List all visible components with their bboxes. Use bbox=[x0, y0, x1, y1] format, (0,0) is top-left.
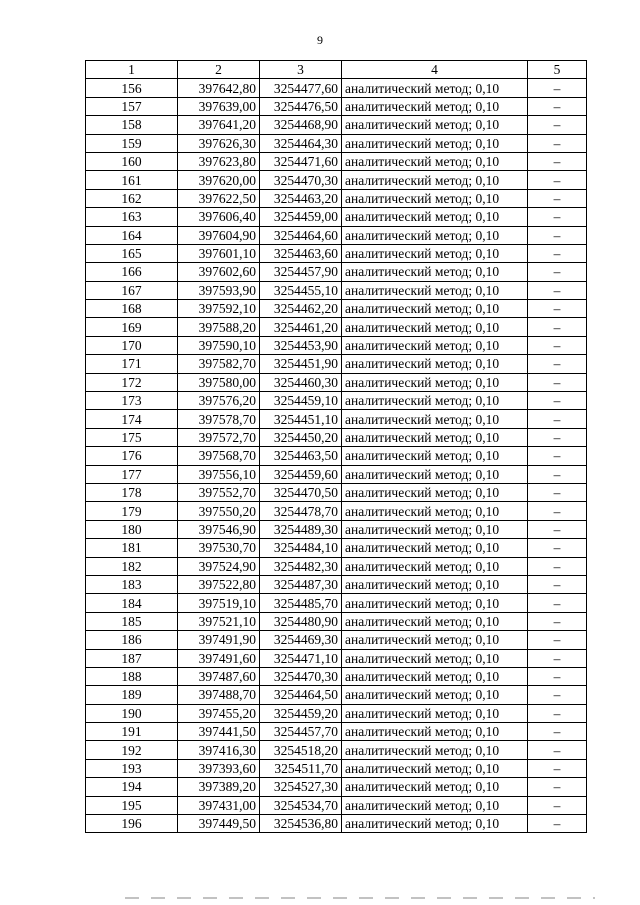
table-row bbox=[86, 796, 587, 814]
method-accuracy-cell: аналитический метод; 0,10 bbox=[342, 465, 528, 483]
y-coordinate-cell: 3254477,60 bbox=[260, 79, 342, 97]
x-coordinate-cell: 397521,10 bbox=[178, 612, 260, 630]
x-coordinate-cell: 397576,20 bbox=[178, 392, 260, 410]
y-coordinate-cell: 3254463,20 bbox=[260, 189, 342, 207]
method-accuracy-cell: аналитический метод; 0,10 bbox=[342, 778, 528, 796]
note-cell: – bbox=[528, 741, 587, 759]
point-number-cell: 195 bbox=[86, 796, 178, 814]
table-row bbox=[86, 392, 587, 410]
point-number-cell: 158 bbox=[86, 116, 178, 134]
point-number-cell: 172 bbox=[86, 373, 178, 391]
x-coordinate-cell: 397642,80 bbox=[178, 79, 260, 97]
table-row bbox=[86, 575, 587, 593]
method-accuracy-cell: аналитический метод; 0,10 bbox=[342, 208, 528, 226]
table-row bbox=[86, 171, 587, 189]
x-coordinate-cell: 397580,00 bbox=[178, 373, 260, 391]
point-number-cell: 156 bbox=[86, 79, 178, 97]
point-number-cell: 176 bbox=[86, 447, 178, 465]
note-cell: – bbox=[528, 152, 587, 170]
y-coordinate-cell: 3254451,90 bbox=[260, 355, 342, 373]
point-number-cell: 188 bbox=[86, 667, 178, 685]
y-coordinate-cell: 3254457,70 bbox=[260, 723, 342, 741]
note-cell: – bbox=[528, 557, 587, 575]
note-cell: – bbox=[528, 79, 587, 97]
x-coordinate-cell: 397641,20 bbox=[178, 116, 260, 134]
x-coordinate-cell: 397568,70 bbox=[178, 447, 260, 465]
point-number-cell: 184 bbox=[86, 594, 178, 612]
point-number-cell: 194 bbox=[86, 778, 178, 796]
table-row bbox=[86, 447, 587, 465]
table-row bbox=[86, 483, 587, 501]
y-coordinate-cell: 3254487,30 bbox=[260, 575, 342, 593]
y-coordinate-cell: 3254476,50 bbox=[260, 97, 342, 115]
method-accuracy-cell: аналитический метод; 0,10 bbox=[342, 612, 528, 630]
method-accuracy-cell: аналитический метод; 0,10 bbox=[342, 410, 528, 428]
method-accuracy-cell: аналитический метод; 0,10 bbox=[342, 594, 528, 612]
method-accuracy-cell: аналитический метод; 0,10 bbox=[342, 152, 528, 170]
note-cell: – bbox=[528, 667, 587, 685]
x-coordinate-cell: 397552,70 bbox=[178, 483, 260, 501]
point-number-cell: 165 bbox=[86, 244, 178, 262]
table-row bbox=[86, 649, 587, 667]
table-row bbox=[86, 741, 587, 759]
note-cell: – bbox=[528, 263, 587, 281]
method-accuracy-cell: аналитический метод; 0,10 bbox=[342, 428, 528, 446]
note-cell: – bbox=[528, 336, 587, 354]
method-accuracy-cell: аналитический метод; 0,10 bbox=[342, 300, 528, 318]
y-coordinate-cell: 3254478,70 bbox=[260, 502, 342, 520]
method-accuracy-cell: аналитический метод; 0,10 bbox=[342, 189, 528, 207]
x-coordinate-cell: 397556,10 bbox=[178, 465, 260, 483]
method-accuracy-cell: аналитический метод; 0,10 bbox=[342, 796, 528, 814]
page-number: 9 bbox=[317, 33, 323, 47]
table-row bbox=[86, 778, 587, 796]
note-cell: – bbox=[528, 189, 587, 207]
point-number-cell: 193 bbox=[86, 759, 178, 777]
table-row bbox=[86, 594, 587, 612]
x-coordinate-cell: 397623,80 bbox=[178, 152, 260, 170]
x-coordinate-cell: 397441,50 bbox=[178, 723, 260, 741]
method-accuracy-cell: аналитический метод; 0,10 bbox=[342, 649, 528, 667]
method-accuracy-cell: аналитический метод; 0,10 bbox=[342, 447, 528, 465]
method-accuracy-cell: аналитический метод; 0,10 bbox=[342, 686, 528, 704]
note-cell: – bbox=[528, 815, 587, 833]
note-cell: – bbox=[528, 502, 587, 520]
table-row bbox=[86, 557, 587, 575]
point-number-cell: 181 bbox=[86, 539, 178, 557]
method-accuracy-cell: аналитический метод; 0,10 bbox=[342, 355, 528, 373]
note-cell: – bbox=[528, 447, 587, 465]
method-accuracy-cell: аналитический метод; 0,10 bbox=[342, 741, 528, 759]
y-coordinate-cell: 3254518,20 bbox=[260, 741, 342, 759]
note-cell: – bbox=[528, 704, 587, 722]
table-row bbox=[86, 667, 587, 685]
x-coordinate-cell: 397455,20 bbox=[178, 704, 260, 722]
method-accuracy-cell: аналитический метод; 0,10 bbox=[342, 667, 528, 685]
y-coordinate-cell: 3254527,30 bbox=[260, 778, 342, 796]
table-body bbox=[86, 79, 587, 833]
x-coordinate-cell: 397588,20 bbox=[178, 318, 260, 336]
note-cell: – bbox=[528, 778, 587, 796]
x-coordinate-cell: 397431,00 bbox=[178, 796, 260, 814]
table-row bbox=[86, 244, 587, 262]
table-row bbox=[86, 97, 587, 115]
note-cell: – bbox=[528, 244, 587, 262]
table-row bbox=[86, 152, 587, 170]
y-coordinate-cell: 3254460,30 bbox=[260, 373, 342, 391]
y-coordinate-cell: 3254482,30 bbox=[260, 557, 342, 575]
x-coordinate-cell: 397393,60 bbox=[178, 759, 260, 777]
note-cell: – bbox=[528, 465, 587, 483]
x-coordinate-cell: 397601,10 bbox=[178, 244, 260, 262]
method-accuracy-cell: аналитический метод; 0,10 bbox=[342, 116, 528, 134]
table-row bbox=[86, 336, 587, 354]
x-coordinate-cell: 397620,00 bbox=[178, 171, 260, 189]
point-number-cell: 160 bbox=[86, 152, 178, 170]
method-accuracy-cell: аналитический метод; 0,10 bbox=[342, 373, 528, 391]
column-header: 5 bbox=[528, 61, 587, 79]
note-cell: – bbox=[528, 520, 587, 538]
note-cell: – bbox=[528, 539, 587, 557]
method-accuracy-cell: аналитический метод; 0,10 bbox=[342, 79, 528, 97]
table-header-row bbox=[86, 61, 587, 79]
x-coordinate-cell: 397578,70 bbox=[178, 410, 260, 428]
method-accuracy-cell: аналитический метод; 0,10 bbox=[342, 318, 528, 336]
x-coordinate-cell: 397592,10 bbox=[178, 300, 260, 318]
y-coordinate-cell: 3254459,10 bbox=[260, 392, 342, 410]
y-coordinate-cell: 3254459,60 bbox=[260, 465, 342, 483]
note-cell: – bbox=[528, 208, 587, 226]
point-number-cell: 189 bbox=[86, 686, 178, 704]
table-row bbox=[86, 79, 587, 97]
table-row bbox=[86, 208, 587, 226]
method-accuracy-cell: аналитический метод; 0,10 bbox=[342, 631, 528, 649]
table-row bbox=[86, 428, 587, 446]
y-coordinate-cell: 3254536,80 bbox=[260, 815, 342, 833]
note-cell: – bbox=[528, 686, 587, 704]
y-coordinate-cell: 3254459,00 bbox=[260, 208, 342, 226]
y-coordinate-cell: 3254457,90 bbox=[260, 263, 342, 281]
method-accuracy-cell: аналитический метод; 0,10 bbox=[342, 171, 528, 189]
table-row bbox=[86, 300, 587, 318]
y-coordinate-cell: 3254470,50 bbox=[260, 483, 342, 501]
point-number-cell: 170 bbox=[86, 336, 178, 354]
x-coordinate-cell: 397449,50 bbox=[178, 815, 260, 833]
point-number-cell: 169 bbox=[86, 318, 178, 336]
column-header: 3 bbox=[260, 61, 342, 79]
x-coordinate-cell: 397602,60 bbox=[178, 263, 260, 281]
method-accuracy-cell: аналитический метод; 0,10 bbox=[342, 815, 528, 833]
coordinates-table bbox=[85, 60, 587, 833]
y-coordinate-cell: 3254450,20 bbox=[260, 428, 342, 446]
y-coordinate-cell: 3254511,70 bbox=[260, 759, 342, 777]
table-row bbox=[86, 226, 587, 244]
point-number-cell: 192 bbox=[86, 741, 178, 759]
point-number-cell: 186 bbox=[86, 631, 178, 649]
note-cell: – bbox=[528, 612, 587, 630]
column-header: 4 bbox=[342, 61, 528, 79]
point-number-cell: 166 bbox=[86, 263, 178, 281]
method-accuracy-cell: аналитический метод; 0,10 bbox=[342, 723, 528, 741]
point-number-cell: 162 bbox=[86, 189, 178, 207]
note-cell: – bbox=[528, 318, 587, 336]
x-coordinate-cell: 397604,90 bbox=[178, 226, 260, 244]
x-coordinate-cell: 397524,90 bbox=[178, 557, 260, 575]
note-cell: – bbox=[528, 410, 587, 428]
note-cell: – bbox=[528, 575, 587, 593]
note-cell: – bbox=[528, 594, 587, 612]
x-coordinate-cell: 397491,60 bbox=[178, 649, 260, 667]
method-accuracy-cell: аналитический метод; 0,10 bbox=[342, 226, 528, 244]
point-number-cell: 187 bbox=[86, 649, 178, 667]
y-coordinate-cell: 3254453,90 bbox=[260, 336, 342, 354]
x-coordinate-cell: 397593,90 bbox=[178, 281, 260, 299]
point-number-cell: 171 bbox=[86, 355, 178, 373]
note-cell: – bbox=[528, 97, 587, 115]
point-number-cell: 173 bbox=[86, 392, 178, 410]
note-cell: – bbox=[528, 300, 587, 318]
method-accuracy-cell: аналитический метод; 0,10 bbox=[342, 392, 528, 410]
x-coordinate-cell: 397519,10 bbox=[178, 594, 260, 612]
table-row bbox=[86, 355, 587, 373]
y-coordinate-cell: 3254464,50 bbox=[260, 686, 342, 704]
y-coordinate-cell: 3254471,60 bbox=[260, 152, 342, 170]
point-number-cell: 177 bbox=[86, 465, 178, 483]
table-row bbox=[86, 612, 587, 630]
x-coordinate-cell: 397491,90 bbox=[178, 631, 260, 649]
x-coordinate-cell: 397522,80 bbox=[178, 575, 260, 593]
point-number-cell: 175 bbox=[86, 428, 178, 446]
note-cell: – bbox=[528, 281, 587, 299]
y-coordinate-cell: 3254484,10 bbox=[260, 539, 342, 557]
note-cell: – bbox=[528, 723, 587, 741]
point-number-cell: 163 bbox=[86, 208, 178, 226]
y-coordinate-cell: 3254463,60 bbox=[260, 244, 342, 262]
table-row bbox=[86, 134, 587, 152]
point-number-cell: 185 bbox=[86, 612, 178, 630]
note-cell: – bbox=[528, 759, 587, 777]
method-accuracy-cell: аналитический метод; 0,10 bbox=[342, 483, 528, 501]
table-row bbox=[86, 631, 587, 649]
y-coordinate-cell: 3254468,90 bbox=[260, 116, 342, 134]
table-row bbox=[86, 815, 587, 833]
note-cell: – bbox=[528, 134, 587, 152]
method-accuracy-cell: аналитический метод; 0,10 bbox=[342, 134, 528, 152]
table-row bbox=[86, 189, 587, 207]
table-row bbox=[86, 263, 587, 281]
x-coordinate-cell: 397550,20 bbox=[178, 502, 260, 520]
method-accuracy-cell: аналитический метод; 0,10 bbox=[342, 263, 528, 281]
x-coordinate-cell: 397488,70 bbox=[178, 686, 260, 704]
x-coordinate-cell: 397590,10 bbox=[178, 336, 260, 354]
y-coordinate-cell: 3254480,90 bbox=[260, 612, 342, 630]
point-number-cell: 157 bbox=[86, 97, 178, 115]
point-number-cell: 190 bbox=[86, 704, 178, 722]
point-number-cell: 161 bbox=[86, 171, 178, 189]
x-coordinate-cell: 397639,00 bbox=[178, 97, 260, 115]
table-row bbox=[86, 465, 587, 483]
table-row bbox=[86, 539, 587, 557]
y-coordinate-cell: 3254451,10 bbox=[260, 410, 342, 428]
note-cell: – bbox=[528, 649, 587, 667]
y-coordinate-cell: 3254485,70 bbox=[260, 594, 342, 612]
point-number-cell: 196 bbox=[86, 815, 178, 833]
point-number-cell: 179 bbox=[86, 502, 178, 520]
method-accuracy-cell: аналитический метод; 0,10 bbox=[342, 759, 528, 777]
y-coordinate-cell: 3254470,30 bbox=[260, 667, 342, 685]
note-cell: – bbox=[528, 392, 587, 410]
table-row bbox=[86, 723, 587, 741]
x-coordinate-cell: 397530,70 bbox=[178, 539, 260, 557]
note-cell: – bbox=[528, 226, 587, 244]
method-accuracy-cell: аналитический метод; 0,10 bbox=[342, 281, 528, 299]
y-coordinate-cell: 3254464,30 bbox=[260, 134, 342, 152]
table-row bbox=[86, 318, 587, 336]
y-coordinate-cell: 3254469,30 bbox=[260, 631, 342, 649]
x-coordinate-cell: 397546,90 bbox=[178, 520, 260, 538]
y-coordinate-cell: 3254462,20 bbox=[260, 300, 342, 318]
note-cell: – bbox=[528, 796, 587, 814]
column-header: 2 bbox=[178, 61, 260, 79]
table-row bbox=[86, 686, 587, 704]
table-row bbox=[86, 410, 587, 428]
y-coordinate-cell: 3254461,20 bbox=[260, 318, 342, 336]
table-row bbox=[86, 281, 587, 299]
point-number-cell: 168 bbox=[86, 300, 178, 318]
note-cell: – bbox=[528, 116, 587, 134]
x-coordinate-cell: 397622,50 bbox=[178, 189, 260, 207]
note-cell: – bbox=[528, 373, 587, 391]
y-coordinate-cell: 3254463,50 bbox=[260, 447, 342, 465]
table-row bbox=[86, 759, 587, 777]
point-number-cell: 178 bbox=[86, 483, 178, 501]
point-number-cell: 164 bbox=[86, 226, 178, 244]
table-row bbox=[86, 704, 587, 722]
table-row bbox=[86, 502, 587, 520]
method-accuracy-cell: аналитический метод; 0,10 bbox=[342, 557, 528, 575]
x-coordinate-cell: 397389,20 bbox=[178, 778, 260, 796]
point-number-cell: 182 bbox=[86, 557, 178, 575]
note-cell: – bbox=[528, 428, 587, 446]
method-accuracy-cell: аналитический метод; 0,10 bbox=[342, 704, 528, 722]
point-number-cell: 183 bbox=[86, 575, 178, 593]
scan-artifact-line bbox=[125, 897, 595, 899]
method-accuracy-cell: аналитический метод; 0,10 bbox=[342, 520, 528, 538]
y-coordinate-cell: 3254471,10 bbox=[260, 649, 342, 667]
table-row bbox=[86, 373, 587, 391]
point-number-cell: 174 bbox=[86, 410, 178, 428]
x-coordinate-cell: 397606,40 bbox=[178, 208, 260, 226]
x-coordinate-cell: 397416,30 bbox=[178, 741, 260, 759]
note-cell: – bbox=[528, 631, 587, 649]
point-number-cell: 159 bbox=[86, 134, 178, 152]
y-coordinate-cell: 3254464,60 bbox=[260, 226, 342, 244]
y-coordinate-cell: 3254455,10 bbox=[260, 281, 342, 299]
method-accuracy-cell: аналитический метод; 0,10 bbox=[342, 502, 528, 520]
point-number-cell: 191 bbox=[86, 723, 178, 741]
y-coordinate-cell: 3254489,30 bbox=[260, 520, 342, 538]
note-cell: – bbox=[528, 171, 587, 189]
method-accuracy-cell: аналитический метод; 0,10 bbox=[342, 575, 528, 593]
point-number-cell: 180 bbox=[86, 520, 178, 538]
note-cell: – bbox=[528, 355, 587, 373]
column-header: 1 bbox=[86, 61, 178, 79]
x-coordinate-cell: 397626,30 bbox=[178, 134, 260, 152]
method-accuracy-cell: аналитический метод; 0,10 bbox=[342, 336, 528, 354]
x-coordinate-cell: 397487,60 bbox=[178, 667, 260, 685]
y-coordinate-cell: 3254534,70 bbox=[260, 796, 342, 814]
x-coordinate-cell: 397582,70 bbox=[178, 355, 260, 373]
y-coordinate-cell: 3254459,20 bbox=[260, 704, 342, 722]
y-coordinate-cell: 3254470,30 bbox=[260, 171, 342, 189]
table-row bbox=[86, 520, 587, 538]
table-row bbox=[86, 116, 587, 134]
method-accuracy-cell: аналитический метод; 0,10 bbox=[342, 539, 528, 557]
x-coordinate-cell: 397572,70 bbox=[178, 428, 260, 446]
point-number-cell: 167 bbox=[86, 281, 178, 299]
method-accuracy-cell: аналитический метод; 0,10 bbox=[342, 97, 528, 115]
note-cell: – bbox=[528, 483, 587, 501]
method-accuracy-cell: аналитический метод; 0,10 bbox=[342, 244, 528, 262]
